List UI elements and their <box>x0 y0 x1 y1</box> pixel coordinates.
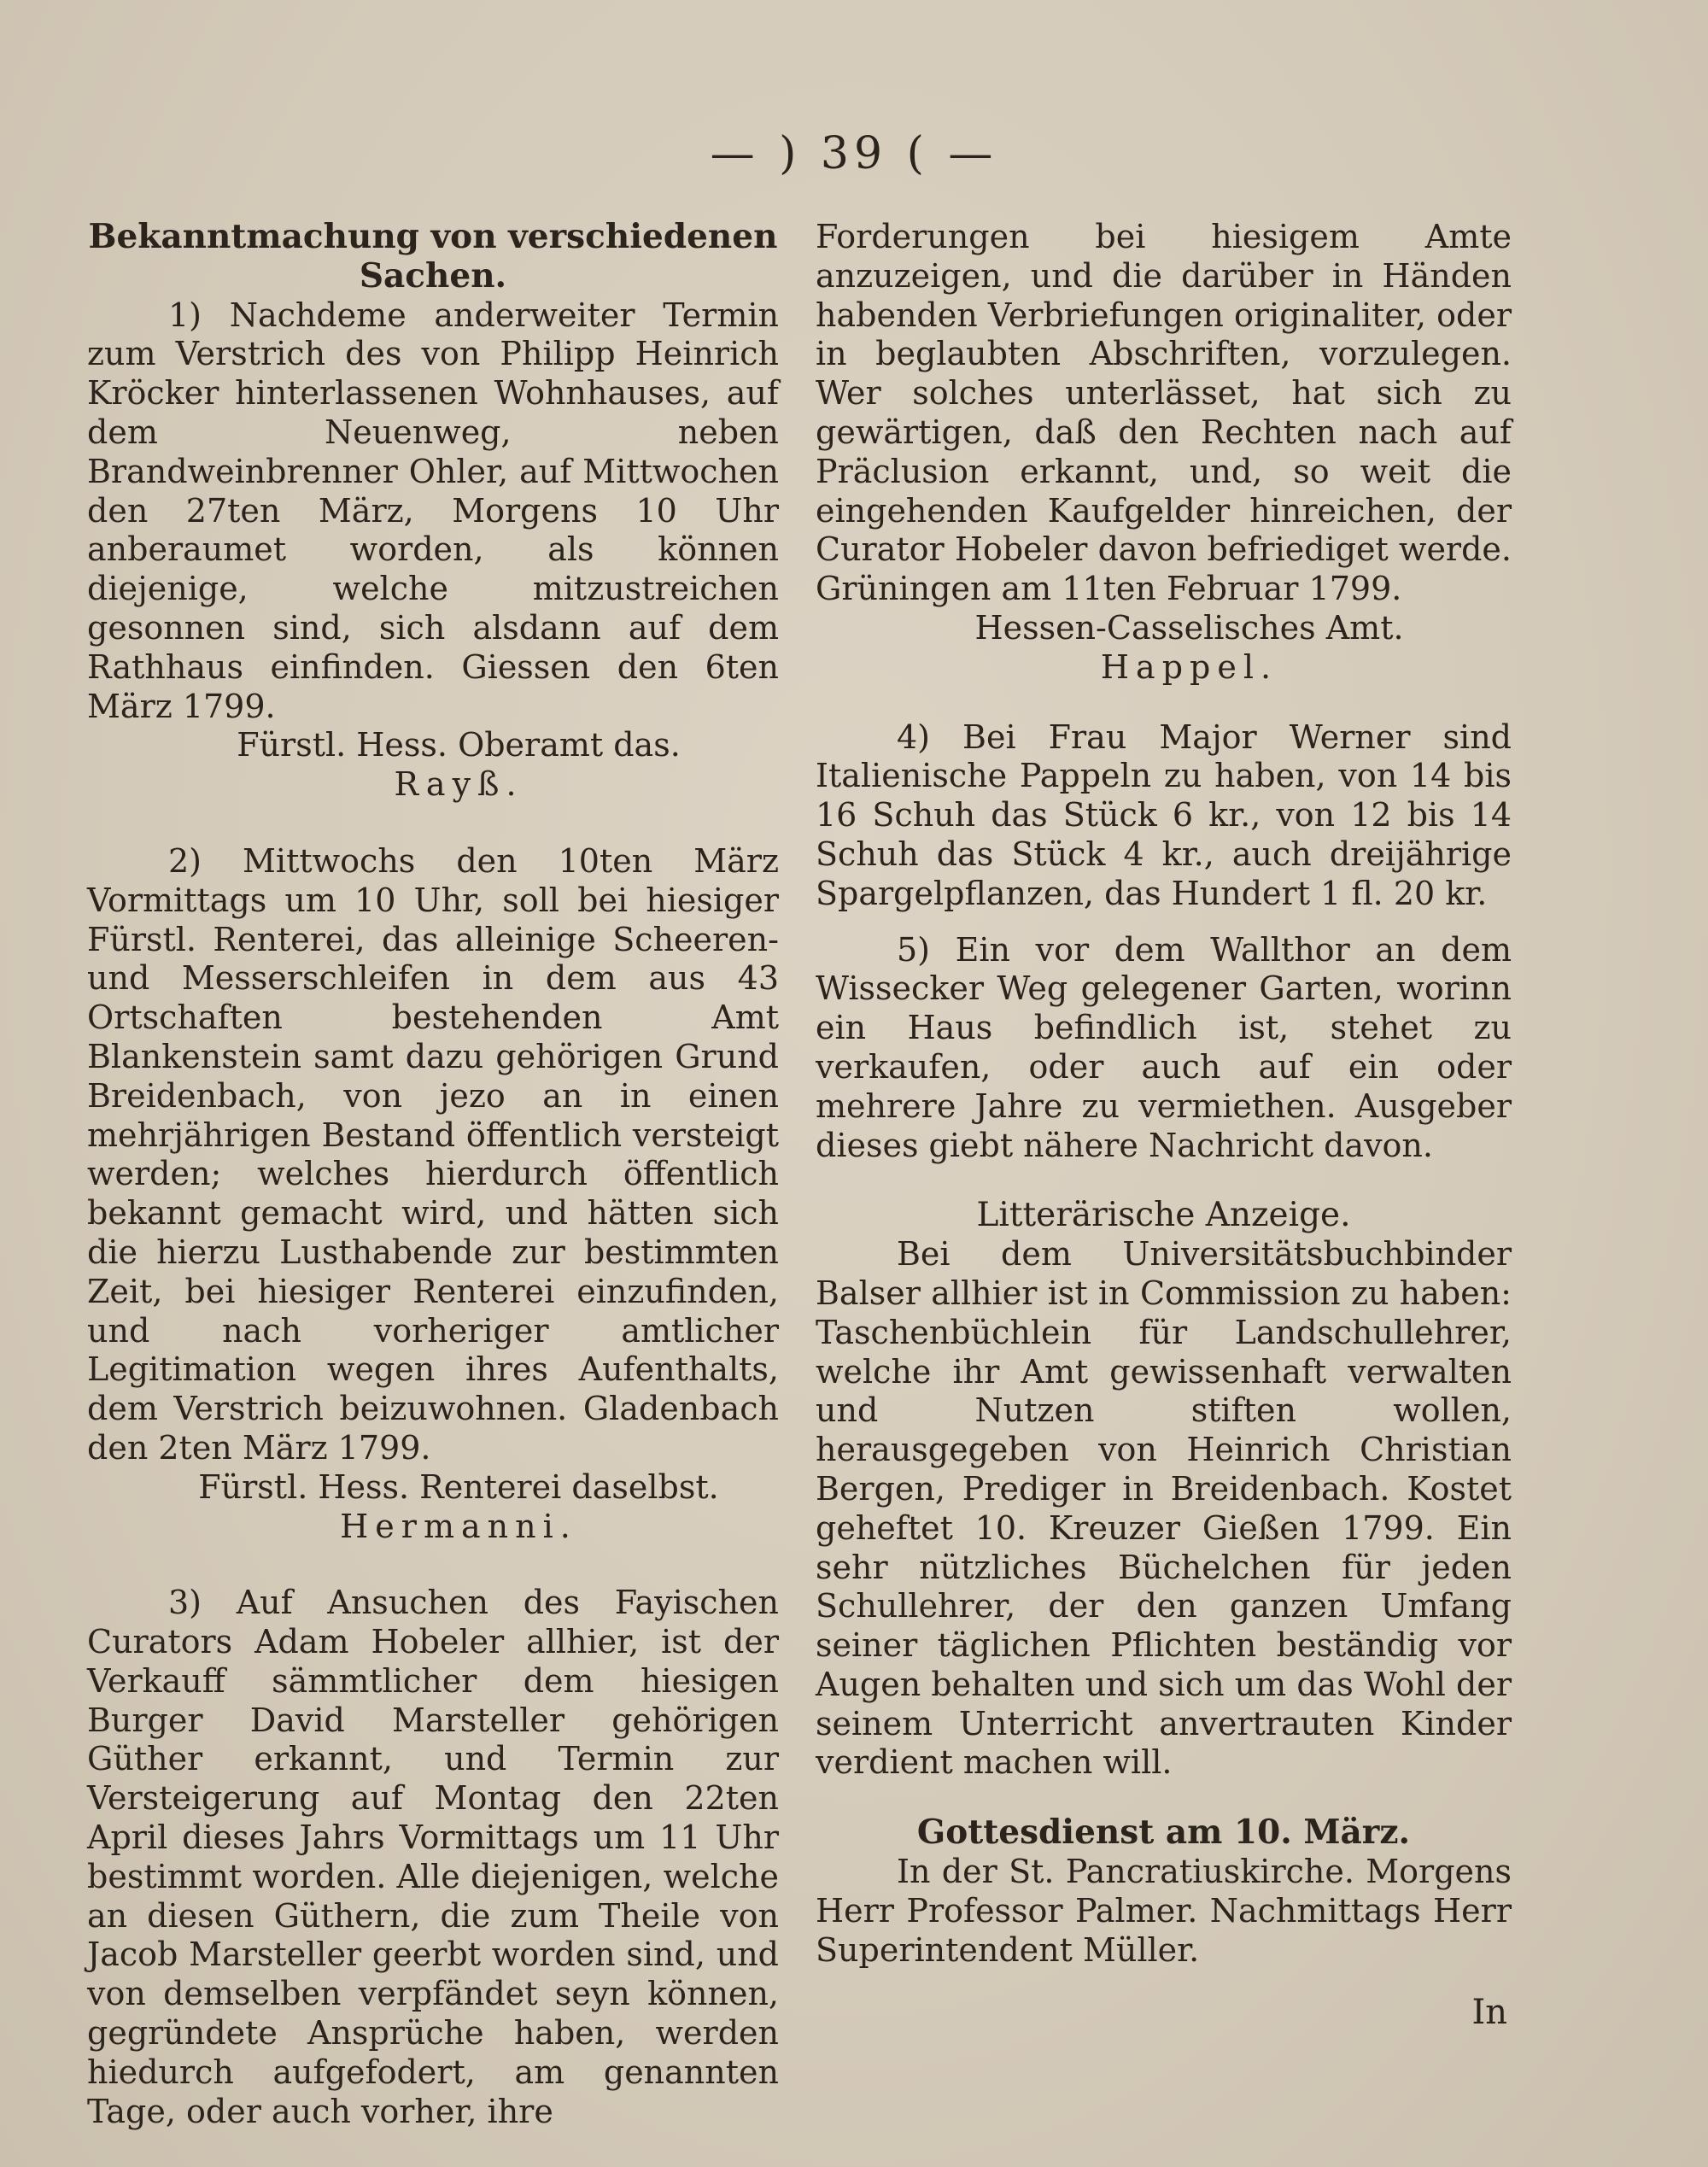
literary-notice-text: Bei dem Universitätsbuchbinder Balser allhier ist in Commission zu haben: Taschenbüchlein für Landschullehrer, welche ihr Amt gewissenhaft verwalten und Nutzen stiften wollen, herausgegeben von Heinrich Christian Bergen, Prediger in Breidenbach. Kostet geheftet 10. Kreuzer Gießen 1799. Ein sehr nützliches Büchelchen für jeden Schullehrer, der den ganzen Umfang seiner täglichen Pflichten beständig vor Augen behalten und sich um das Wohl der seinem Unterricht anvertrauten Kinder verdient machen will. <box>816 1235 1512 1782</box>
notice-3-signature: Hessen-Casselisches Amt. <box>974 608 1404 647</box>
literary-notice-heading: Litterärische Anzeige. <box>976 1196 1351 1235</box>
section-heading: Bekanntmachung von verschiedenen Sachen. <box>88 217 778 296</box>
church-service-text: In der St. Pancratiuskirche. Morgens Herr Professor Palmer. Nachmittags Herr Superintendent Müller. <box>816 1853 1512 1969</box>
notice-3-name: Happel. <box>1100 647 1278 686</box>
notice-3-text-start: 3) Auf Ansuchen des Fayischen Curators Adam Hobeler allhier, ist der Verkauff sämmtlicher dem hiesigen Burger David Marsteller gehörigen Güther erkannt, und Termin zur Versteigerung auf Montag den 22ten April dieses Jahrs Vormittags um 11 Uhr bestimmt worden. Alle diejenigen, welche an diesen Güthern, die zum Theile von Jacob Marsteller geerbt worden sind, und von demselben verpfändet seyn können, gegründete Ansprüche haben, werden hiedurch aufgefodert, am genannten Tage, oder auch vorher, ihre <box>87 1584 779 2130</box>
page-number: — ) 39 ( — <box>710 128 998 179</box>
notice-2-text: 2) Mittwochs den 10ten März Vormittags um 10 Uhr, soll bei hiesiger Fürstl. Renterei, das alleinige Scheeren- und Messerschleifen in dem aus 43 Ortschaften bestehenden Amt Blankenstein samt dazu gehörigen Grund Breidenbach, von jezo an in einen mehrjährigen Bestand öffentlich versteigt werden; welches hierdurch öffentlich bekannt gemacht wird, und hätten sich die hierzu Lusthabende zur bestimmten Zeit, bei hiesiger Renterei einzufinden, und nach vorheriger amtlicher Legitimation wegen ihres Aufenthalts, dem Verstrich beizuwohnen. Gladenbach den 2ten März 1799. <box>87 841 779 1467</box>
notice-5-text: 5) Ein vor dem Wallthor an dem Wissecker Weg gelegener Garten, worinn ein Haus befindlich ist, stehet zu verkaufen, oder auch auf ein oder mehrere Jahre zu vermiethen. Ausgeber dieses giebt nähere Nachricht davon. <box>816 930 1512 1164</box>
right-column <box>816 218 1512 1970</box>
church-service-heading: Gottesdienst am 10. März. <box>916 1813 1411 1853</box>
left-column <box>87 218 779 2131</box>
notice-1-text: 1) Nachdeme anderweiter Termin zum Verstrich des von Philipp Heinrich Kröcker hinterlassenen Wohnhauses, auf dem Neuenweg, neben Brandweinbrenner Ohler, auf Mittwochen den 27ten März, Morgens 10 Uhr anberaumet worden, als können diejenige, welche mitzustreichen gesonnen sind, sich alsdann auf dem Rathhaus einfinden. Giessen den 6ten März 1799. <box>87 296 779 725</box>
notice-1-name: Rayß. <box>394 765 524 804</box>
catchword: In <box>1471 1993 1507 2032</box>
notice-3-text-end: Forderungen bei hiesigem Amte anzuzeigen, und die darüber in Händen habenden Verbriefungen originaliter, oder in beglaubten Abschriften, vorzulegen. Wer solches unterlässet, hat sich zu gewärtigen, daß den Rechten nach auf Präclusion erkannt, und, so weit die eingehenden Kaufgelder hinreichen, der Curator Hobeler davon befriediget werde. Grüningen am 11ten Februar 1799. <box>816 218 1512 608</box>
notice-4-text: 4) Bei Frau Major Werner sind Italienische Pappeln zu haben, von 14 bis 16 Schuh das Stück 6 kr., von 12 bis 14 Schuh das Stück 4 kr., auch dreijährige Spargelpflanzen, das Hundert 1 fl. 20 kr. <box>816 717 1512 912</box>
notice-2-signature: Fürstl. Hess. Renterei daselbst. <box>198 1467 719 1506</box>
notice-2-name: Hermanni. <box>340 1507 577 1545</box>
notice-1-signature: Fürstl. Hess. Oberamt das. <box>237 726 681 764</box>
